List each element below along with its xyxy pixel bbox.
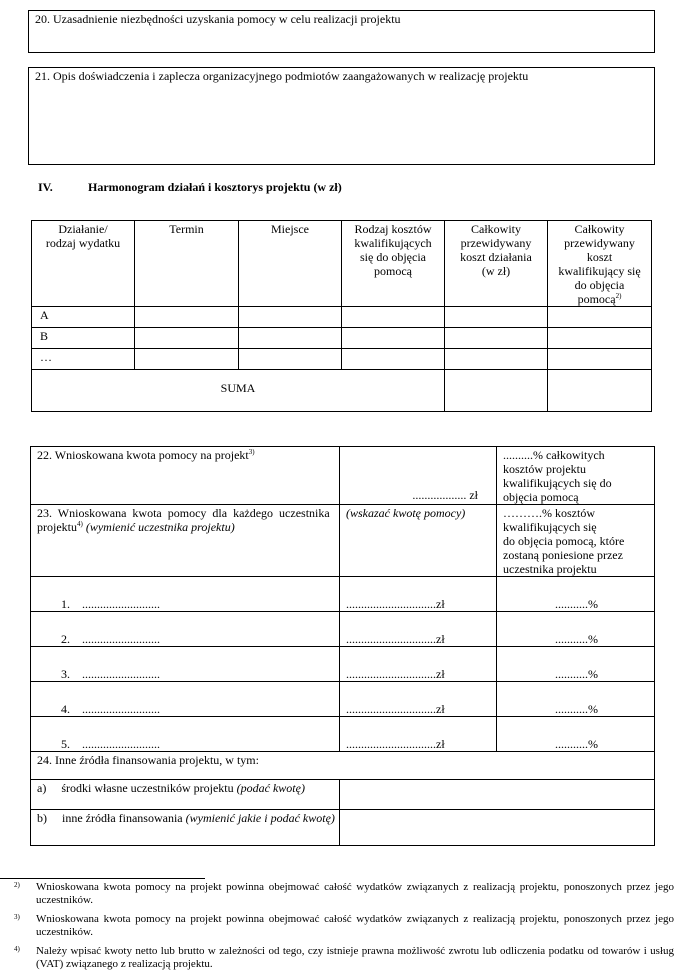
table-row — [32, 349, 652, 370]
row-23 — [31, 505, 655, 577]
row-24 — [31, 752, 655, 780]
participant-4-amount[interactable]: ..............................zł — [340, 682, 497, 717]
header-action: Działanie/ rodzaj wydatku — [32, 221, 135, 307]
schedule-header-row — [32, 221, 652, 307]
participant-4-label[interactable]: 4. .......................... — [31, 682, 340, 717]
section-iv-heading — [38, 180, 342, 194]
table-cell[interactable] — [135, 349, 239, 370]
table-cell[interactable] — [239, 349, 342, 370]
table-cell[interactable] — [135, 328, 239, 349]
footnote-ref-2: 2) — [615, 292, 622, 300]
header-total-cost: Całkowity przewidywany koszt działania (w zł) — [445, 221, 548, 307]
sum-eligible-cost[interactable] — [548, 370, 652, 412]
schedule-table — [31, 220, 652, 412]
field-20-box[interactable] — [28, 10, 655, 53]
row-label-a: A — [32, 307, 135, 328]
participant-5-percent[interactable]: ...........% — [497, 717, 655, 752]
footnote-ref-3: 3) — [248, 448, 255, 456]
row-b-label: b) inne źródła finansowania (wymienić jakie i podać kwotę) — [31, 810, 340, 846]
table-row — [32, 328, 652, 349]
table-cell[interactable] — [342, 349, 445, 370]
table-row — [32, 307, 652, 328]
table-cell[interactable] — [445, 349, 548, 370]
participant-5-label[interactable]: 5. .......................... — [31, 717, 340, 752]
participant-5-amount[interactable]: ..............................zł — [340, 717, 497, 752]
row-a-label: a) środki własne uczestników projektu (podać kwotę) — [31, 780, 340, 810]
participant-2-percent[interactable]: ...........% — [497, 612, 655, 647]
participant-1-amount[interactable]: ..............................zł — [340, 577, 497, 612]
header-eligible-cost: Całkowity przewidywany koszt kwalifikujący się do objęcia pomocą$^{2)}$ — [548, 221, 652, 307]
footnote-3-text: Wnioskowana kwota pomocy na projekt powinna obejmować całość wydatków związanych z realizacją projektu, ponoszonych przez jego uczestników. — [36, 913, 674, 938]
row-24-label: 24. Inne źródła finansowania projektu, w tym: — [31, 752, 655, 780]
header-place: Miejsce — [239, 221, 342, 307]
participant-row-3 — [31, 647, 655, 682]
row-22-amount[interactable]: .................. zł — [340, 447, 497, 505]
footnote-ref-4: 4) — [77, 520, 83, 528]
participant-2-amount[interactable]: ..............................zł — [340, 612, 497, 647]
table-cell[interactable] — [548, 328, 652, 349]
participant-3-amount[interactable]: ..............................zł — [340, 647, 497, 682]
row-b — [31, 810, 655, 846]
participant-row-4 — [31, 682, 655, 717]
sum-total-cost[interactable] — [445, 370, 548, 412]
table-cell[interactable] — [342, 307, 445, 328]
footnote-separator — [0, 878, 205, 879]
row-22 — [31, 447, 655, 505]
row-23-label: 23. Wnioskowana kwota pomocy dla każdego uczestnika projektu$^{4)}$ (wymienić uczestnika projektu) — [31, 505, 340, 577]
field-21-box[interactable] — [28, 67, 655, 165]
participant-row-2 — [31, 612, 655, 647]
footnote-3 — [14, 913, 674, 939]
participant-4-percent[interactable]: ...........% — [497, 682, 655, 717]
participant-1-percent[interactable]: ...........% — [497, 577, 655, 612]
footnote-4-mark: 4) — [14, 945, 20, 953]
row-22-label: 22. Wnioskowana kwota pomocy na projekt$^{3)}$ — [31, 447, 340, 505]
field-20-label: 20. Uzasadnienie niezbędności uzyskania pomocy w celu realizacji projektu — [35, 12, 401, 26]
participant-3-label[interactable]: 3. .......................... — [31, 647, 340, 682]
field-21-label: 21. Opis doświadczenia i zaplecza organizacyjnego podmiotów zaangażowanych w realizację projektu — [35, 69, 529, 83]
row-a-value[interactable] — [340, 780, 655, 810]
footnote-4-text: Należy wpisać kwoty netto lub brutto w zależności od tego, czy istnieje prawna możliwość zwrotu lub odliczenia podatku od towarów i usług (VAT) związanego z realizacją projektu. — [36, 945, 674, 970]
participant-3-percent[interactable]: ...........% — [497, 647, 655, 682]
footnote-4 — [14, 945, 674, 971]
table-cell[interactable] — [239, 307, 342, 328]
header-term: Termin — [135, 221, 239, 307]
row-label-ellipsis: … — [32, 349, 135, 370]
participant-row-5 — [31, 717, 655, 752]
table-cell[interactable] — [342, 328, 445, 349]
row-22-percent[interactable]: ..........% całkowitych kosztów projektu kwalifikujących się do objęcia pomocą — [497, 447, 655, 505]
row-23-amount[interactable]: (wskazać kwotę pomocy) — [340, 505, 497, 577]
header-cost-type: Rodzaj kosztów kwalifikujących się do objęcia pomocą — [342, 221, 445, 307]
table-cell[interactable] — [135, 307, 239, 328]
row-a — [31, 780, 655, 810]
table-cell[interactable] — [445, 307, 548, 328]
participant-2-label[interactable]: 2. .......................... — [31, 612, 340, 647]
sum-row — [32, 370, 652, 412]
footnote-2-text: Wnioskowana kwota pomocy na projekt powinna obejmować całość wydatków związanych z realizacją projektu, ponoszonych przez jego uczestników. — [36, 881, 674, 906]
sum-label: SUMA — [32, 370, 445, 412]
section-title: Harmonogram działań i kosztorys projektu (w zł) — [88, 180, 342, 194]
aid-request-table — [30, 446, 655, 846]
table-cell[interactable] — [445, 328, 548, 349]
row-label-b: B — [32, 328, 135, 349]
row-b-value[interactable] — [340, 810, 655, 846]
table-cell[interactable] — [548, 349, 652, 370]
table-cell[interactable] — [239, 328, 342, 349]
section-number: IV. — [38, 180, 53, 194]
footnote-2 — [14, 881, 674, 907]
participant-1-label[interactable]: 1. .......................... — [31, 577, 340, 612]
row-23-percent[interactable]: ……….% kosztów kwalifikujących się do objęcia pomocą, które zostaną poniesione przez uczestnika projektu — [497, 505, 655, 577]
participant-row-1 — [31, 577, 655, 612]
table-cell[interactable] — [548, 307, 652, 328]
footnote-2-mark: 2) — [14, 881, 20, 889]
footnote-3-mark: 3) — [14, 913, 20, 921]
